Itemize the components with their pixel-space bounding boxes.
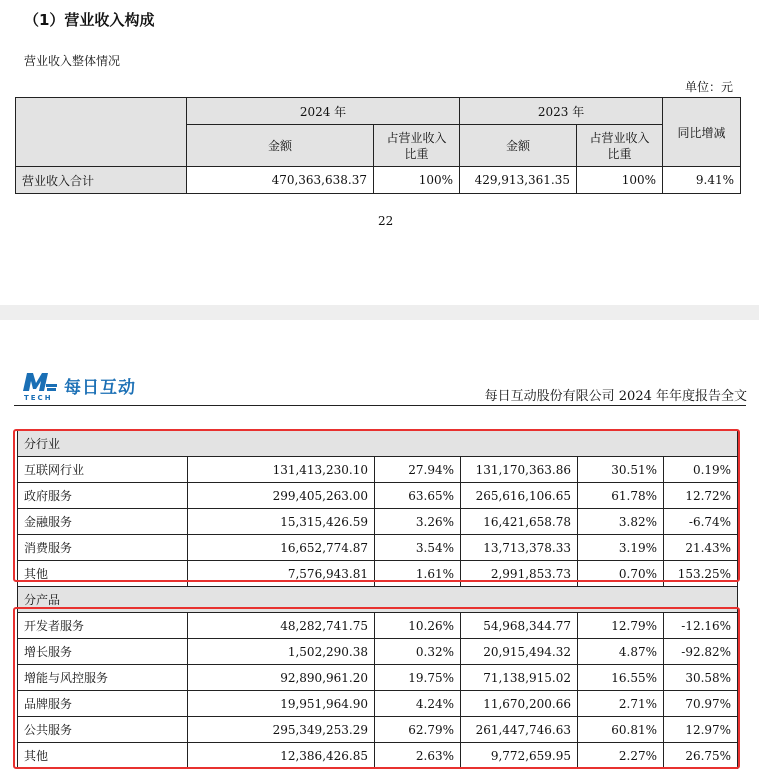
row-label: 其他 xyxy=(18,743,188,769)
header-yoy: 同比增减 xyxy=(663,98,741,167)
logo-tech-text: TECH xyxy=(24,394,53,402)
cell-share-2023: 2.27% xyxy=(578,743,664,769)
cell-share-2023: 2.71% xyxy=(578,691,664,717)
cell-amount-2023: 9,772,659.95 xyxy=(461,743,578,769)
cell-amount-2024: 15,315,426.59 xyxy=(188,509,375,535)
cell-share-2024: 100% xyxy=(374,167,460,194)
cell-share-2023: 60.81% xyxy=(578,717,664,743)
logo-name: 每日互动 xyxy=(64,378,136,398)
cell-share-2023: 30.51% xyxy=(578,457,664,483)
cell-amount-2023: 429,913,361.35 xyxy=(460,167,577,194)
cell-share-2024: 4.24% xyxy=(375,691,461,717)
cell-share-2023: 16.55% xyxy=(578,665,664,691)
cell-amount-2023: 71,138,915.02 xyxy=(461,665,578,691)
cell-share-2024: 19.75% xyxy=(375,665,461,691)
page-separator xyxy=(0,305,759,320)
cell-share-2024: 1.61% xyxy=(375,561,461,587)
cell-share-2023: 100% xyxy=(577,167,663,194)
header-2024: 2024 年 xyxy=(187,98,460,125)
row-label: 互联网行业 xyxy=(18,457,188,483)
cell-share-2023: 0.70% xyxy=(578,561,664,587)
cell-yoy: 26.75% xyxy=(664,743,738,769)
row-label: 金融服务 xyxy=(18,509,188,535)
cell-amount-2023: 2,991,853.73 xyxy=(461,561,578,587)
header-amount-2024: 金额 xyxy=(187,125,374,167)
cell-share-2023: 61.78% xyxy=(578,483,664,509)
cell-share-2024: 3.54% xyxy=(375,535,461,561)
page-number: 22 xyxy=(378,214,394,228)
header-2023: 2023 年 xyxy=(460,98,663,125)
section-label: 分行业 xyxy=(18,431,738,457)
cell-yoy: -12.16% xyxy=(664,613,738,639)
cell-yoy: 9.41% xyxy=(663,167,741,194)
cell-yoy: 70.97% xyxy=(664,691,738,717)
cell-share-2023: 3.82% xyxy=(578,509,664,535)
cell-share-2024: 63.65% xyxy=(375,483,461,509)
row-label: 政府服务 xyxy=(18,483,188,509)
report-page-1 xyxy=(0,0,759,305)
cell-amount-2024: 19,951,964.90 xyxy=(188,691,375,717)
cell-yoy: -92.82% xyxy=(664,639,738,665)
row-label: 增长服务 xyxy=(18,639,188,665)
cell-share-2023: 4.87% xyxy=(578,639,664,665)
cell-amount-2024: 299,405,263.00 xyxy=(188,483,375,509)
row-label: 消费服务 xyxy=(18,535,188,561)
cell-amount-2024: 295,349,253.29 xyxy=(188,717,375,743)
cell-amount-2024: 131,413,230.10 xyxy=(188,457,375,483)
cell-amount-2023: 20,915,494.32 xyxy=(461,639,578,665)
cell-amount-2023: 261,447,746.63 xyxy=(461,717,578,743)
section-title: （1）营业收入构成 xyxy=(24,11,155,29)
row-label: 增能与风控服务 xyxy=(18,665,188,691)
header-share-2024: 占营业收入比重 xyxy=(374,125,460,167)
cell-amount-2023: 13,713,378.33 xyxy=(461,535,578,561)
row-label: 开发者服务 xyxy=(18,613,188,639)
row-label: 营业收入合计 xyxy=(16,167,187,194)
cell-amount-2024: 470,363,638.37 xyxy=(187,167,374,194)
row-label: 公共服务 xyxy=(18,717,188,743)
cell-amount-2024: 92,890,961.20 xyxy=(188,665,375,691)
report-title: 每日互动股份有限公司 2024 年年度报告全文 xyxy=(484,389,747,404)
header-share-2023: 占营业收入比重 xyxy=(577,125,663,167)
revenue-total-table xyxy=(15,97,741,194)
cell-share-2024: 2.63% xyxy=(375,743,461,769)
cell-yoy: 12.72% xyxy=(664,483,738,509)
cell-share-2024: 27.94% xyxy=(375,457,461,483)
cell-yoy: 153.25% xyxy=(664,561,738,587)
cell-yoy: 21.43% xyxy=(664,535,738,561)
cell-share-2024: 10.26% xyxy=(375,613,461,639)
cell-yoy: 12.97% xyxy=(664,717,738,743)
header-amount-2023: 金额 xyxy=(460,125,577,167)
cell-amount-2023: 16,421,658.78 xyxy=(461,509,578,535)
header-blank xyxy=(16,98,187,167)
cell-yoy: -6.74% xyxy=(664,509,738,535)
section-label: 分产品 xyxy=(18,587,738,613)
cell-amount-2024: 48,282,741.75 xyxy=(188,613,375,639)
row-label: 品牌服务 xyxy=(18,691,188,717)
cell-amount-2023: 54,968,344.77 xyxy=(461,613,578,639)
cell-share-2024: 0.32% xyxy=(375,639,461,665)
cell-share-2024: 62.79% xyxy=(375,717,461,743)
cell-amount-2023: 131,170,363.86 xyxy=(461,457,578,483)
industry-highlight-box xyxy=(13,429,740,582)
table-subtitle: 营业收入整体情况 xyxy=(24,54,121,68)
company-logo xyxy=(22,372,162,404)
cell-amount-2024: 12,386,426.85 xyxy=(188,743,375,769)
cell-share-2023: 12.79% xyxy=(578,613,664,639)
cell-yoy: 0.19% xyxy=(664,457,738,483)
unit-label: 单位：元 xyxy=(684,80,733,94)
cell-amount-2023: 265,616,106.65 xyxy=(461,483,578,509)
cell-amount-2024: 7,576,943.81 xyxy=(188,561,375,587)
logo-m-icon xyxy=(22,372,58,392)
cell-amount-2024: 1,502,290.38 xyxy=(188,639,375,665)
cell-amount-2024: 16,652,774.87 xyxy=(188,535,375,561)
product-highlight-box xyxy=(13,607,740,769)
header-rule xyxy=(14,405,746,406)
cell-share-2023: 3.19% xyxy=(578,535,664,561)
cell-yoy: 30.58% xyxy=(664,665,738,691)
cell-share-2024: 3.26% xyxy=(375,509,461,535)
cell-amount-2023: 11,670,200.66 xyxy=(461,691,578,717)
row-label: 其他 xyxy=(18,561,188,587)
